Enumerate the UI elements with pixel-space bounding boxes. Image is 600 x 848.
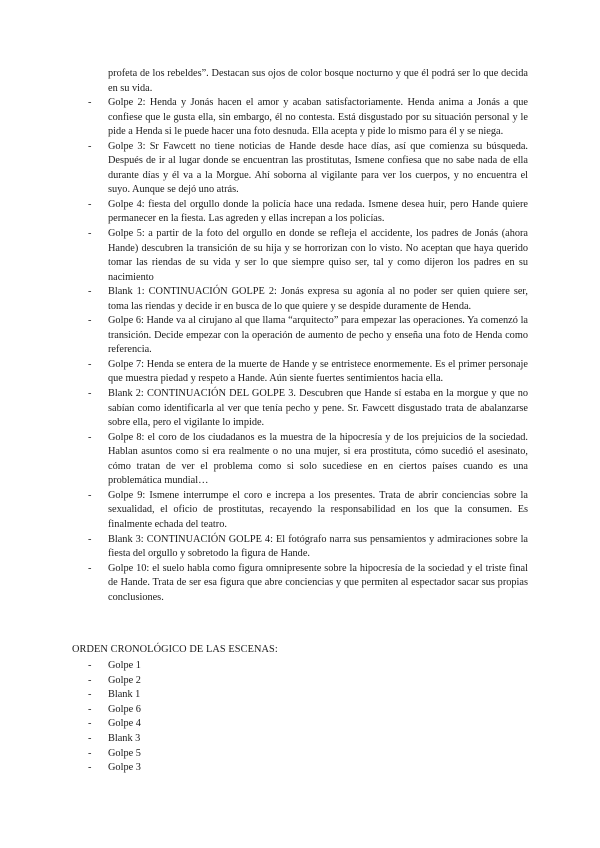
scene-item bbox=[88, 431, 528, 489]
bullet-dash: - bbox=[88, 228, 92, 240]
order-item bbox=[88, 732, 141, 747]
order-item bbox=[88, 717, 141, 732]
order-item bbox=[88, 688, 141, 703]
scene-continuation: profeta de los rebeldes”. Destacan sus ojos de color bosque nocturno y que él podrá ser lo que decida en su vida. bbox=[108, 68, 528, 94]
order-item bbox=[88, 659, 141, 674]
scene-text: Golpe 7: Henda se entera de la muerte de Hande y se entristece enormemente. Es el primer personaje que muestra piedad y respeto a Hande. Aún siente fuertes sentimientos hacia ella. bbox=[108, 358, 528, 385]
bullet-dash: - bbox=[88, 703, 92, 715]
bullet-dash: - bbox=[88, 660, 92, 671]
scene-text: Golpe 4: fiesta del orgullo donde la policía hace una redada. Ismene desea huir, pero Hande quiere permanecer en la fiesta. Las agreden y ellas increpan a los policías. bbox=[108, 198, 528, 225]
order-text: Golpe 3 bbox=[108, 762, 141, 774]
scene-text: Golpe 3: Sr Fawcett no tiene noticias de Hande desde hace días, así que comienza su búsqueda. Después de ir al lugar donde se encuentran las prostitutas, Ismene confiesa que no sabe nada de ella durante días y él va a la Morgue. Ahí soborna al vigilante para ver los cuerpos, y no encuentra el suyo. Aunque se dejó uno atrás. bbox=[108, 140, 528, 196]
scene-item bbox=[88, 533, 528, 562]
bullet-dash: - bbox=[88, 140, 92, 152]
scene-item bbox=[88, 387, 528, 431]
scene-item bbox=[88, 96, 528, 140]
bullet-dash: - bbox=[88, 762, 92, 774]
scene-text: Golpe 5: a partir de la foto del orgullo en donde se refleja el accidente, los padres de Jonás (ahora Hande) descubren la transición de su hija y se horrorizan con lo visto. No aceptan que haya querido tomar las riendas de su vida y ser lo que siempre quiso ser, tal y como dijeron los padres en su nacimiento bbox=[108, 228, 528, 283]
order-text: Blank 1 bbox=[108, 689, 141, 701]
bullet-dash: - bbox=[88, 97, 92, 109]
scene-text: Golpe 6: Hande va al cirujano al que llama “arquitecto” para empezar las operaciones. Ya comenzó la transición. Decide empezar con la operación de aumento de pecho y enseña una foto de Henda como referencia. bbox=[108, 315, 528, 356]
scene-item bbox=[88, 314, 528, 358]
order-text: Blank 3 bbox=[108, 732, 141, 744]
bullet-dash: - bbox=[88, 732, 92, 744]
bullet-dash: - bbox=[88, 674, 92, 686]
scene-item bbox=[88, 285, 528, 314]
scene-text: Golpe 8: el coro de los ciudadanos es la muestra de la hipocresía y de los prejuicios de la sociedad. Hablan asuntos como si era realmente o no una mujer, si era prostituta, cómo sucedió el asesinato, cómo tratan de ver el problema como si solo sucediese en en ciertos países cuando es una problemática mundial… bbox=[108, 431, 528, 487]
scene-text: Golpe 10: el suelo habla como figura omnipresente sobre la hipocresía de la sociedad y el triste final de Hande. Trata de ser esa figura que abre conciencias y que permiten al espectador sacar sus propias conclusiones. bbox=[108, 562, 528, 603]
order-item bbox=[88, 747, 141, 762]
scene-item bbox=[88, 140, 528, 198]
bullet-dash: - bbox=[88, 718, 92, 730]
order-item bbox=[88, 703, 141, 718]
order-text: Golpe 6 bbox=[108, 703, 141, 715]
bullet-dash: - bbox=[88, 431, 92, 443]
scene-text: Golpe 2: Henda y Jonás hacen el amor y acaban satisfactoriamente. Henda anima a Jonás a que confiese que le gusta ella, sin embargo, él no contesta. Está disgustado por su situación personal y le pide a Henda si le puede hacer una foto desnuda. Ella acepta y pide lo mismo para él y se niega. bbox=[108, 97, 528, 138]
scene-item bbox=[88, 227, 528, 285]
bullet-dash: - bbox=[88, 747, 92, 759]
scene-text: Golpe 9: Ismene interrumpe el coro e increpa a los presentes. Trata de abrir conciencias sobre la sexualidad, el oficio de prostitutas, recayendo la responsabilidad en los que la consumen. Es finalmente echada del teatro. bbox=[108, 489, 528, 530]
order-text: Golpe 2 bbox=[108, 674, 141, 686]
bullet-dash: - bbox=[88, 315, 92, 327]
bullet-dash: - bbox=[88, 388, 92, 400]
bullet-dash: - bbox=[88, 562, 92, 574]
order-text: Golpe 5 bbox=[108, 747, 141, 759]
scene-text: Blank 1: CONTINUACIÓN GOLPE 2: Jonás expresa su agonía al no poder ser quien quiere ser, toma las riendas y decide ir en busca de lo que quiere y se despide duramente de Henda. bbox=[108, 286, 528, 312]
bullet-dash: - bbox=[88, 198, 92, 210]
order-text: Golpe 4 bbox=[108, 718, 141, 730]
bullet-dash: - bbox=[88, 358, 92, 370]
chronological-order-list bbox=[88, 659, 141, 776]
section-heading: ORDEN CRONOLÓGICO DE LAS ESCENAS: bbox=[72, 644, 278, 655]
order-item bbox=[88, 761, 141, 776]
scene-item bbox=[88, 489, 528, 533]
bullet-dash: - bbox=[88, 689, 92, 701]
bullet-dash: - bbox=[88, 286, 92, 298]
scene-item bbox=[88, 198, 528, 227]
bullet-dash: - bbox=[88, 489, 92, 501]
bullet-dash: - bbox=[88, 533, 92, 545]
order-item bbox=[88, 674, 141, 689]
scene-item bbox=[88, 562, 528, 606]
scene-text: Blank 2: CONTINUACIÓN DEL GOLPE 3. Descubren que Hande sí estaba en la morgue y que no sabían como identificarla al ver que tenía pecho y pene. Sr. Fawcett disgustado trata de abalanzarse sobre ella, pero el vigilante lo impide. bbox=[108, 388, 528, 429]
scene-list bbox=[88, 67, 528, 605]
scene-item bbox=[88, 358, 528, 387]
scene-text: Blank 3: CONTINUACIÓN GOLPE 4: El fotógrafo narra sus pensamientos y admiraciones sobre la fiesta del orgullo y sobretodo la figura de Hande. bbox=[108, 533, 528, 560]
order-text: Golpe 1 bbox=[108, 660, 141, 671]
